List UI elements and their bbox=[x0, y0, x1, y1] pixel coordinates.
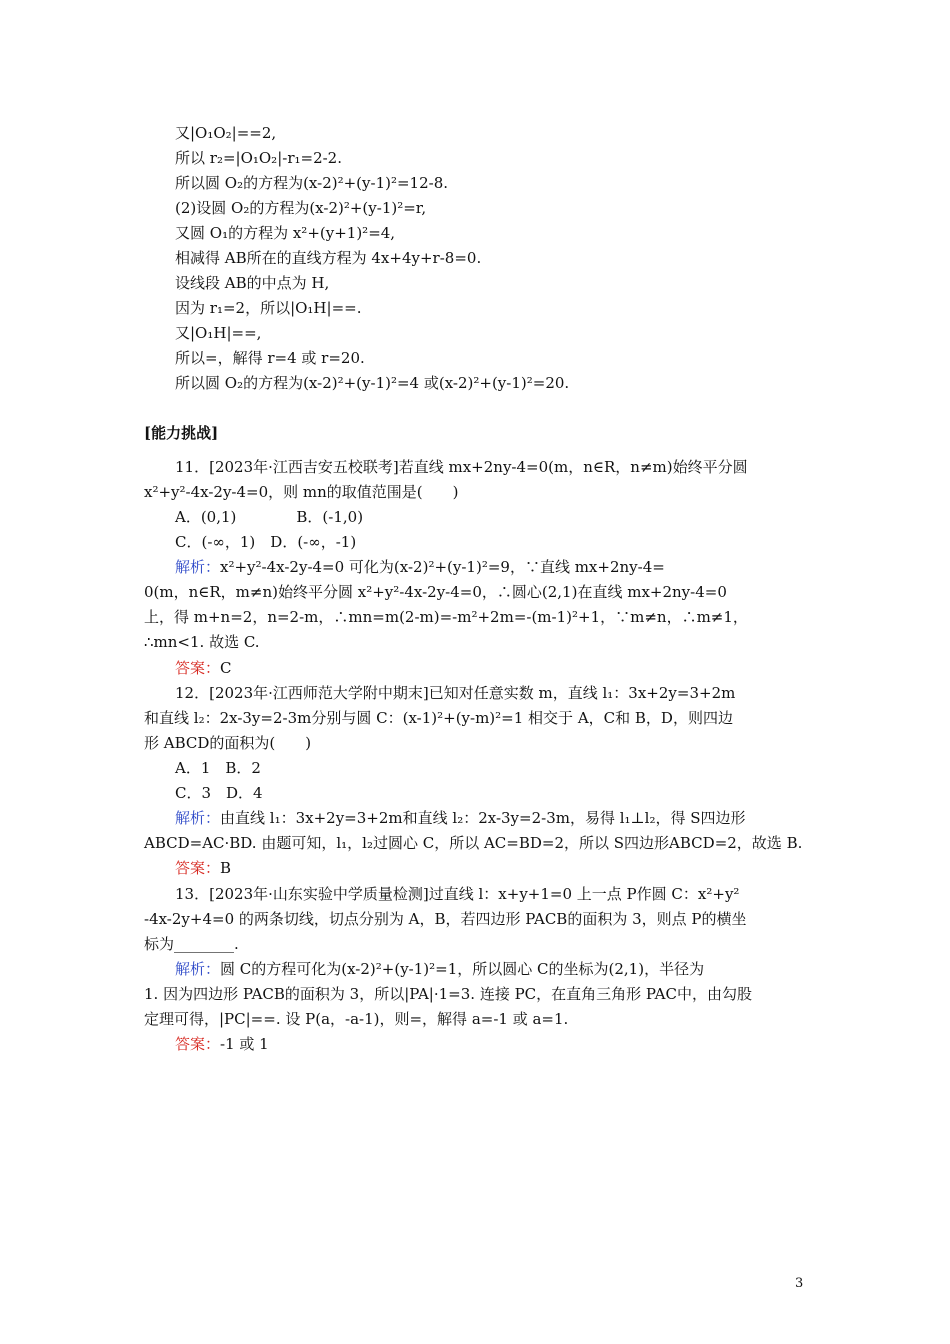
solution-line: 又|O₁O₂|==2, bbox=[175, 124, 277, 142]
solution-line: 所以圆 O₂的方程为(x-2)²+(y-1)²=12-8. bbox=[175, 174, 449, 192]
question-12-analysis bbox=[175, 808, 746, 828]
question-13-analysis bbox=[175, 959, 704, 979]
analysis-label: 解析： bbox=[175, 960, 221, 978]
answer-label: 答案： bbox=[175, 859, 221, 877]
question-13-stem: -4x-2y+4=0 的两条切线，切点分别为 A，B，若四边形 PACB的面积为 3，则点 P的横坐 bbox=[144, 910, 747, 928]
answer-value: B bbox=[220, 859, 232, 877]
solution-line: 所以=，解得 r=4 或 r=20. bbox=[175, 349, 365, 367]
analysis-text: 定理可得，|PC|==. 设 P(a，-a-1)，则=，解得 a=-1 或 a=1. bbox=[144, 1010, 569, 1028]
analysis-text: 1. 因为四边形 PACB的面积为 3，所以|PA|·1=3. 连接 PC，在直角三角形 PAC中，由勾股 bbox=[144, 985, 752, 1003]
question-13-stem: 13．[2023年·山东实验中学质量检测]过直线 l：x+y+1=0 上一点 P作圆 C：x²+y² bbox=[175, 885, 740, 903]
answer-value: -1 或 1 bbox=[220, 1035, 269, 1053]
answer-value: C bbox=[220, 659, 232, 677]
question-13-stem: 标为________. bbox=[144, 935, 239, 953]
analysis-label: 解析： bbox=[175, 809, 221, 827]
analysis-text: 0(m，n∈R，m≠n)始终平分圆 x²+y²-4x-2y-4=0，∴圆心(2,1)在直线 mx+2ny-4=0 bbox=[144, 583, 727, 601]
question-11-answer bbox=[175, 658, 232, 678]
question-12-answer bbox=[175, 858, 231, 878]
question-11-analysis bbox=[175, 557, 665, 577]
page-number: 3 bbox=[795, 1276, 804, 1291]
analysis-text: 由直线 l₁：3x+2y=3+2m和直线 l₂：2x-3y=2-3m，易得 l₁⊥l₂，得 S四边形 bbox=[220, 809, 746, 827]
solution-line: 相减得 AB所在的直线方程为 4x+4y+r-8=0. bbox=[175, 249, 482, 267]
solution-line: 又圆 O₁的方程为 x²+(y+1)²=4, bbox=[175, 224, 396, 242]
solution-line: 所以 r₂=|O₁O₂|-r₁=2-2. bbox=[175, 149, 342, 167]
solution-line: (2)设圆 O₂的方程为(x-2)²+(y-1)²=r, bbox=[175, 199, 427, 217]
analysis-text: ∴mn<1. 故选 C. bbox=[144, 633, 260, 651]
section-title: [能力挑战] bbox=[144, 424, 219, 442]
question-12-options: A．1 B．2 bbox=[175, 759, 261, 777]
analysis-text: x²+y²-4x-2y-4=0 可化为(x-2)²+(y-1)²=9，∵直线 mx+2ny-4= bbox=[220, 558, 665, 576]
analysis-label: 解析： bbox=[175, 558, 221, 576]
solution-line: 又|O₁H|==, bbox=[175, 324, 262, 342]
question-11-options: C．(-∞，1) D．(-∞，-1) bbox=[175, 533, 357, 551]
question-12-stem: 形 ABCD的面积为( ) bbox=[144, 734, 312, 752]
question-12-options: C．3 D．4 bbox=[175, 784, 263, 802]
analysis-text: 圆 C的方程可化为(x-2)²+(y-1)²=1，所以圆心 C的坐标为(2,1)，半径为 bbox=[220, 960, 705, 978]
solution-line: 所以圆 O₂的方程为(x-2)²+(y-1)²=4 或(x-2)²+(y-1)²=20. bbox=[175, 374, 570, 392]
solution-line: 设线段 AB的中点为 H, bbox=[175, 274, 330, 292]
question-11-stem: 11．[2023年·江西吉安五校联考]若直线 mx+2ny-4=0(m，n∈R，n≠m)始终平分圆 bbox=[175, 458, 748, 476]
question-13-answer bbox=[175, 1034, 269, 1054]
analysis-text: 上，得 m+n=2，n=2-m，∴mn=m(2-m)=-m²+2m=-(m-1)²+1，∵m≠n，∴m≠1， bbox=[144, 608, 748, 626]
question-11-options: A．(0,1) B．(-1,0) bbox=[175, 508, 364, 526]
solution-line: 因为 r₁=2，所以|O₁H|==. bbox=[175, 299, 362, 317]
question-12-stem: 12．[2023年·江西师范大学附中期末]已知对任意实数 m，直线 l₁：3x+2y=3+2m bbox=[175, 684, 736, 702]
question-12-stem: 和直线 l₂：2x-3y=2-3m分别与圆 C：(x-1)²+(y-m)²=1 相交于 A，C和 B，D，则四边 bbox=[144, 709, 733, 727]
answer-label: 答案： bbox=[175, 659, 221, 677]
question-11-stem: x²+y²-4x-2y-4=0，则 mn的取值范围是( ) bbox=[144, 483, 459, 501]
answer-label: 答案： bbox=[175, 1035, 221, 1053]
analysis-text: ABCD=AC·BD. 由题可知，l₁，l₂过圆心 C，所以 AC=BD=2，所以 S四边形ABCD=2，故选 B. bbox=[144, 834, 803, 852]
